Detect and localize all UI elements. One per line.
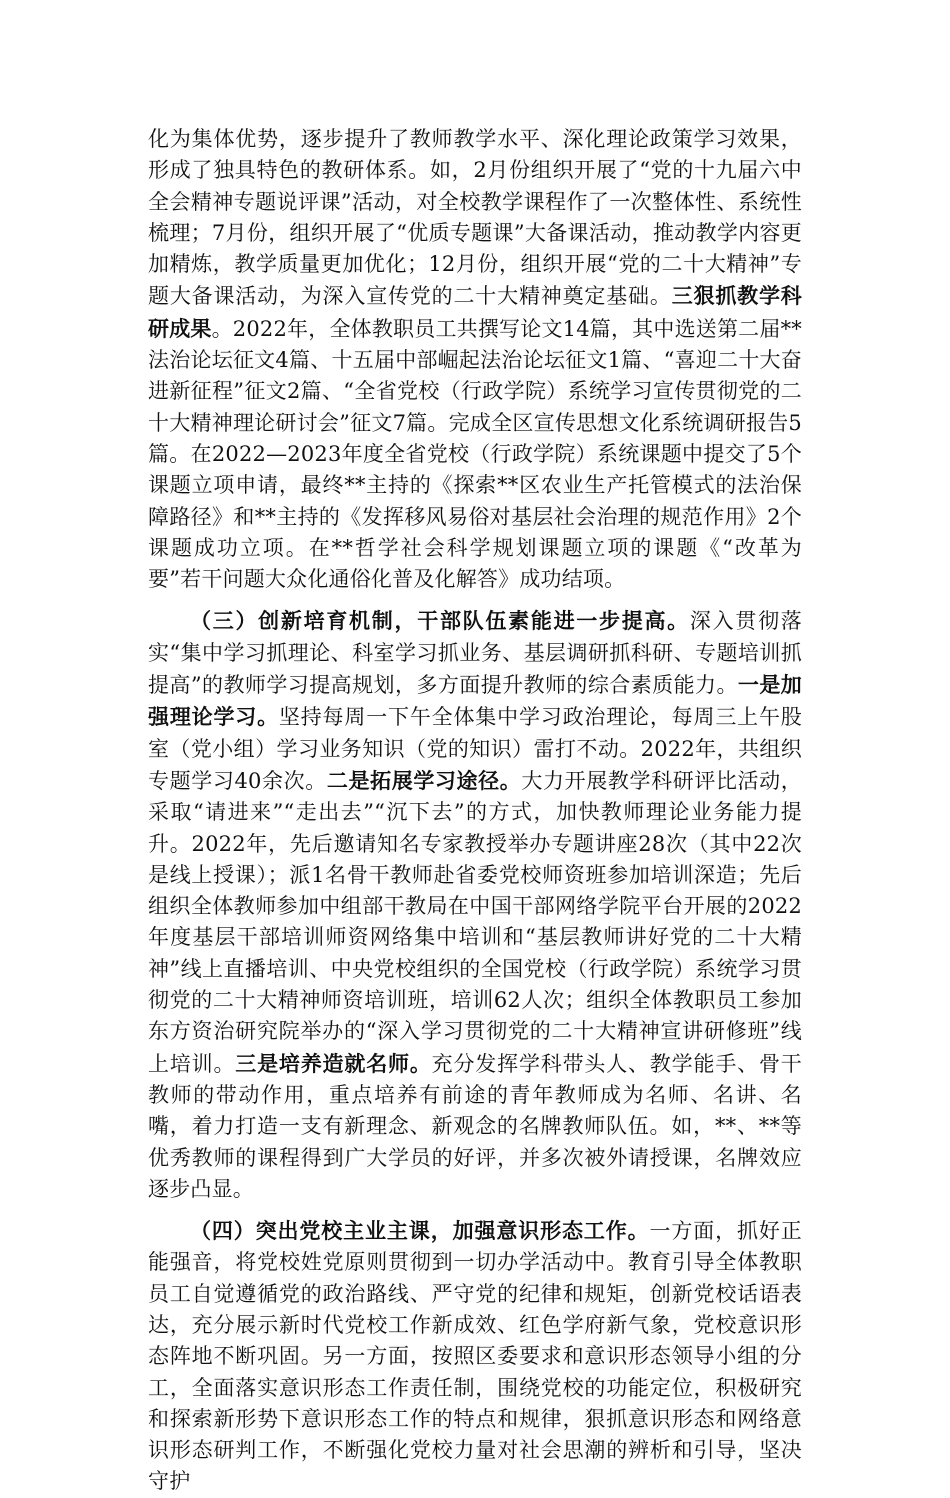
- paragraph-text: 坚持每周一下午全体集中学习政治理论，每周三上午股室（党小组）学习业务知识（党的知识）雷打不动。2022年，共组织专题学习40余次。: [148, 705, 802, 793]
- paragraph-heading: 三狠抓教学科研成果: [148, 283, 802, 341]
- paragraph-text: 化为集体优势，逐步提升了教师教学水平、深化理论政策学习效果，形成了独具特色的教研体系。如，2月份组织开展了“党的十九届六中全会精神专题说评课”活动，对全校教学课程作了一次整体性、系统性梳理；7月份，组织开展了“优质专题课”大备课活动，推动教学内容更加精炼，教学质量更加优化；12月份，组织开展“党的二十大精神”专题大备课活动，为深入宣传党的二十大精神奠定基础。: [148, 127, 802, 309]
- section-heading: （三）创新培育机制，干部队伍素能进一步提高。: [190, 608, 690, 634]
- paragraph-text: 一方面，抓好正能强音，将党校姓党原则贯彻到一切办学活动中。教育引导全体教职员工自觉遵循党的政治路线、严守党的纪律和规矩，创新党校话语表达，充分展示新时代党校工作新成效、红色学府新气象，党校意识形态阵地不断巩固。另一方面，按照区委要求和意识形态领导小组的分工，全面落实意识形态工作责任制，围绕党校的功能定位，积极研究和探索新形势下意识形态工作的特点和规律，狠抓意识形态和网络意识形态研判工作，不断强化党校力量对社会思潮的辨析和引导，坚决守护: [148, 1219, 803, 1494]
- paragraph-ideology-work: [148, 1215, 802, 1498]
- paragraph-text: 深入贯彻落实“集中学习抓理论、科室学习抓业务、基层调研抓科研、专题培训抓提高”的教师学习提高规划，多方面提升教师的综合素质能力。: [148, 609, 802, 698]
- paragraph-text: 。2022年，全体教职员工共撰写论文14篇，其中选送第二届**法治论坛征文4篇、十五届中部崛起法治论坛征文1篇、“喜迎二十大奋进新征程”征文2篇、“全省党校（行政学院）系统学习宣传贯彻党的二十大精神理论研讨会”征文7篇。完成全区宣传思想文化系统调研报告5篇。在2022—2023年度全省党校（行政学院）系统课题中提交了5个课题立项申请，最终**主持的《探索**区农业生产托管模式的法治保障路径》和**主持的《发挥移风易俗对基层社会治理的规范作用》2个课题成功立项。在**哲学社会科学规划课题立项的课题《“改革为要”若干问题大众化通俗化普及化解答》成功结项。: [148, 316, 802, 592]
- paragraph-training-mechanism: [148, 605, 802, 1205]
- paragraph-teaching-research: [148, 124, 802, 595]
- section-heading: （四）突出党校主业主课，加强意识形态工作。: [190, 1218, 650, 1244]
- paragraph-text: 大力开展教学科研评比活动，采取“请进来”“走出去”“沉下去”的方式，加快教师理论业务能力提升。2022年，先后邀请知名专家教授举办专题讲座28次（其中22次是线上授课）；派1名骨干教师赴省委党校师资班参加培训深造；先后组织全体教师参加中组部干教局在中国干部网络学院平台开展的2022年度基层干部培训师资网络集中培训和“基层教师讲好党的二十大精神”线上直播培训、中央党校组织的全国党校（行政学院）系统学习贯彻党的二十大精神师资培训班，培训62人次；组织全体教职员工参加东方资治研究院举办的“深入学习贯彻党的二十大精神宣讲研修班”线上培训。: [148, 768, 802, 1076]
- paragraph-heading: 三是培养造就名师。: [235, 1050, 432, 1076]
- paragraph-text: 充分发挥学科带头人、教学能手、骨干教师的带动作用，重点培养有前途的青年教师成为名师、名讲、名嘴，着力打造一支有新理念、新观念的名牌教师队伍。如，**、**等优秀教师的课程得到广大学员的好评，并多次被外请授课，名牌效应逐步凸显。: [148, 1051, 802, 1201]
- paragraph-heading: 一是加强理论学习。: [148, 672, 802, 730]
- paragraph-heading: 二是拓展学习途径。: [326, 767, 522, 793]
- document-page: [148, 124, 802, 1498]
